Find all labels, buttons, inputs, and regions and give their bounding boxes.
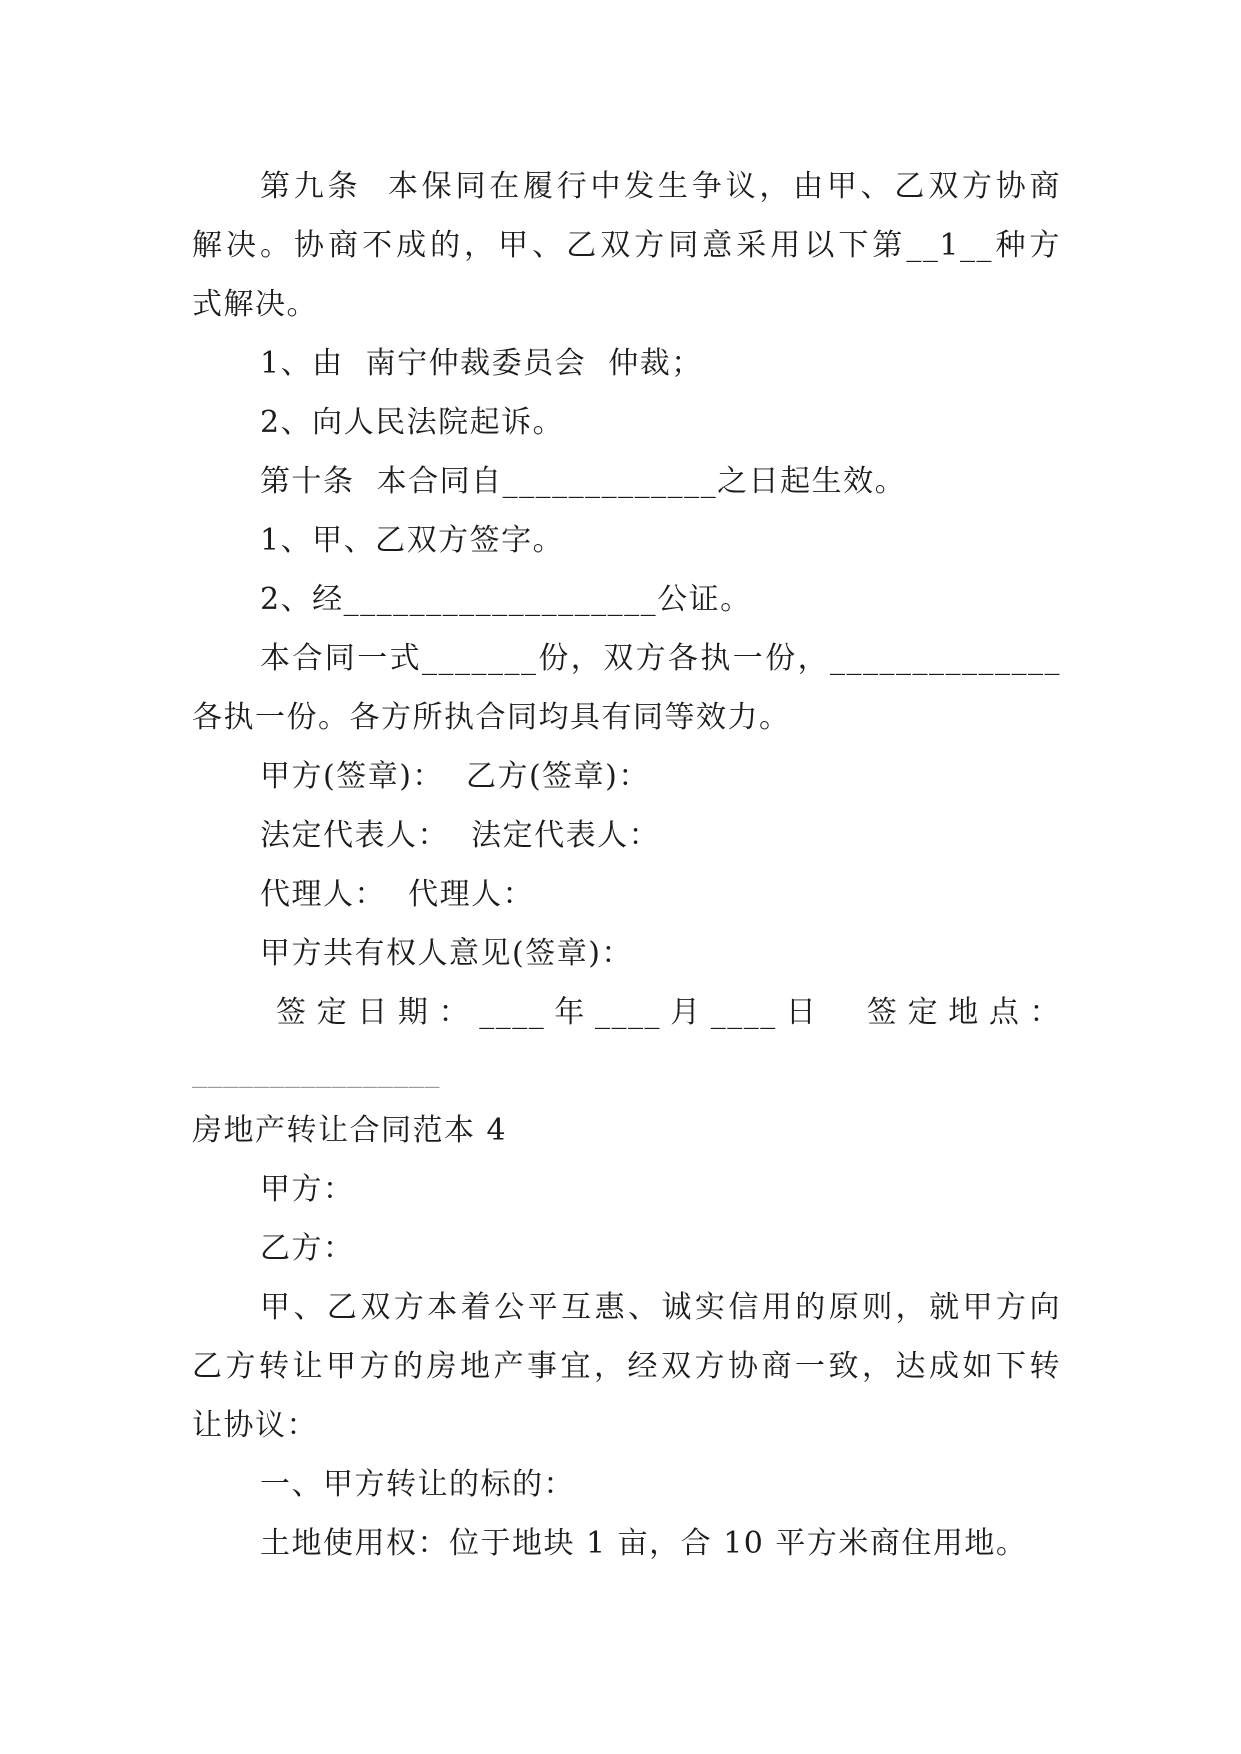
signature-line: 甲方(签章)： 乙方(签章)：: [260, 759, 650, 794]
preamble-line: 乙方转让甲方的房地产事宜，经双方协商一致，达成如下转: [192, 1349, 1061, 1384]
signing-date-place-line: 签定日期：____年____月____日 签定地点：: [276, 995, 1061, 1030]
clause-9-line: 式解决。: [192, 287, 318, 322]
agent-line: 代理人： 代理人：: [260, 877, 535, 912]
signing-place-blank: ________________: [192, 1054, 440, 1089]
representative-line: 法定代表人： 法定代表人：: [260, 818, 661, 853]
effect-option-2: 2、经___________________公证。: [260, 582, 752, 617]
party-a-line: 甲方：: [260, 1172, 355, 1207]
section-heading: 房地产转让合同范本 4: [192, 1113, 508, 1148]
copies-line: 各执一份。各方所执合同均具有同等效力。: [192, 700, 791, 735]
clause-9-line: 第九条 本保同在履行中发生争议，由甲、乙双方协商: [260, 169, 1061, 204]
document-body: [192, 157, 1061, 1573]
preamble-line: 甲、乙双方本着公平互惠、诚实信用的原则，就甲方向: [260, 1290, 1061, 1325]
dispute-option-2: 2、向人民法院起诉。: [260, 405, 565, 440]
subject-heading: 一、甲方转让的标的：: [260, 1467, 575, 1502]
copies-line: 本合同一式_______份，双方各执一份，______________: [260, 641, 1061, 676]
dispute-option-1: 1、由 南宁仲裁委员会 仲裁；: [260, 346, 703, 381]
party-b-line: 乙方：: [260, 1231, 355, 1266]
clause-9-line: 解决。协商不成的，甲、乙双方同意采用以下第__1__种方: [192, 228, 1061, 263]
land-use-right-line: 土地使用权：位于地块 1 亩，合 10 平方米商住用地。: [260, 1526, 1028, 1561]
co-owner-line: 甲方共有权人意见(签章)：: [260, 936, 633, 971]
clause-10-line: 第十条 本合同自_____________之日起生效。: [260, 464, 907, 499]
effect-option-1: 1、甲、乙双方签字。: [260, 523, 565, 558]
preamble-line: 让协议：: [192, 1408, 318, 1443]
